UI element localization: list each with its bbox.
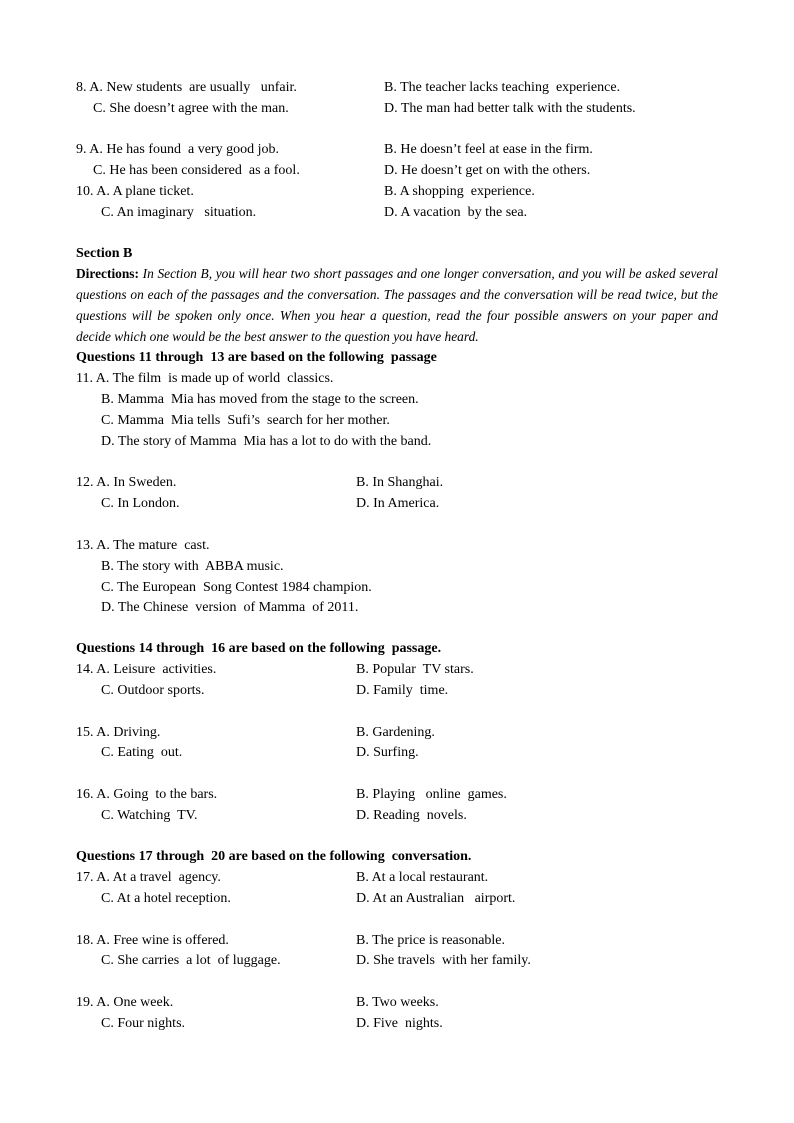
q8-option-a: 8. A. New students are usually unfair. [76, 80, 297, 95]
q15-option-d: D. Surfing. [356, 745, 419, 760]
q11-option-d: D. The story of Mamma Mia has a lot to do with the band. [101, 434, 432, 449]
q14-option-d: D. Family time. [356, 683, 449, 698]
q15-option-c: C. Eating out. [101, 745, 183, 760]
q14-option-b: B. Popular TV stars. [356, 662, 474, 677]
q14-option-a: 14. A. Leisure activities. [76, 662, 217, 677]
q17-option-d: D. At an Australian airport. [356, 891, 516, 906]
q16-option-d: D. Reading novels. [356, 808, 467, 823]
q9-option-a: 9. A. He has found a very good job. [76, 142, 279, 157]
q17-option-a: 17. A. At a travel agency. [76, 870, 221, 885]
q18-option-c: C. She carries a lot of luggage. [101, 953, 281, 968]
q19-option-b: B. Two weeks. [356, 995, 439, 1010]
q18-option-d: D. She travels with her family. [356, 953, 531, 968]
q15-option-b: B. Gardening. [356, 725, 435, 740]
q13-option-d: D. The Chinese version of Mamma of 2011. [101, 600, 359, 615]
q18-option-b: B. The price is reasonable. [356, 933, 506, 948]
q13-option-b: B. The story with ABBA music. [101, 559, 284, 574]
q12-option-b: B. In Shanghai. [356, 475, 444, 490]
q12-option-c: C. In London. [101, 496, 180, 511]
q19-option-d: D. Five nights. [356, 1016, 443, 1031]
q13-option-c: C. The European Song Contest 1984 champion. [101, 580, 372, 595]
q8-option-c: C. She doesn’t agree with the man. [93, 101, 289, 116]
q9-option-c: C. He has been considered as a fool. [93, 163, 300, 178]
q9-option-d: D. He doesn’t get on with the others. [384, 163, 591, 178]
q16-option-c: C. Watching TV. [101, 808, 198, 823]
q11-option-c: C. Mamma Mia tells Sufi’s search for her mother. [101, 413, 390, 428]
q10-option-a: 10. A. A plane ticket. [76, 184, 194, 199]
q16-option-b: B. Playing online games. [356, 787, 507, 802]
q9-option-b: B. He doesn’t feel at ease in the firm. [384, 142, 593, 157]
group-heading-11-13: Questions 11 through 13 are based on the following passage [76, 350, 437, 365]
q10-option-c: C. An imaginary situation. [101, 205, 257, 220]
group-heading-14-16: Questions 14 through 16 are based on the following passage. [76, 641, 442, 656]
q17-option-c: C. At a hotel reception. [101, 891, 231, 906]
q16-option-a: 16. A. Going to the bars. [76, 787, 218, 802]
q11-option-b: B. Mamma Mia has moved from the stage to the screen. [101, 392, 419, 407]
directions-label: Directions: [76, 266, 139, 281]
q17-option-b: B. At a local restaurant. [356, 870, 489, 885]
q12-option-a: 12. A. In Sweden. [76, 475, 177, 490]
q10-option-b: B. A shopping experience. [384, 184, 535, 199]
q12-option-d: D. In America. [356, 496, 440, 511]
q19-option-a: 19. A. One week. [76, 995, 174, 1010]
q13-option-a: 13. A. The mature cast. [76, 538, 210, 553]
section-b-directions [76, 263, 718, 347]
section-b-heading: Section B [76, 246, 133, 261]
q14-option-c: C. Outdoor sports. [101, 683, 205, 698]
q10-option-d: D. A vacation by the sea. [384, 205, 528, 220]
directions-text: In Section B, you will hear two short passages and one longer conversation, and you will be asked several questions on each of the passages and the conversation. The passages and the conversation will be read twice, but the questions will be spoken only once. When you hear a question, read the four possible answers on your paper and decide which one would be the best answer to the question you have heard. [76, 266, 718, 344]
q15-option-a: 15. A. Driving. [76, 725, 161, 740]
group-heading-17-20: Questions 17 through 20 are based on the following conversation. [76, 849, 472, 864]
q11-option-a: 11. A. The film is made up of world classics. [76, 371, 334, 386]
q18-option-a: 18. A. Free wine is offered. [76, 933, 229, 948]
q19-option-c: C. Four nights. [101, 1016, 186, 1031]
q8-option-b: B. The teacher lacks teaching experience. [384, 80, 621, 95]
q8-option-d: D. The man had better talk with the students. [384, 101, 636, 116]
